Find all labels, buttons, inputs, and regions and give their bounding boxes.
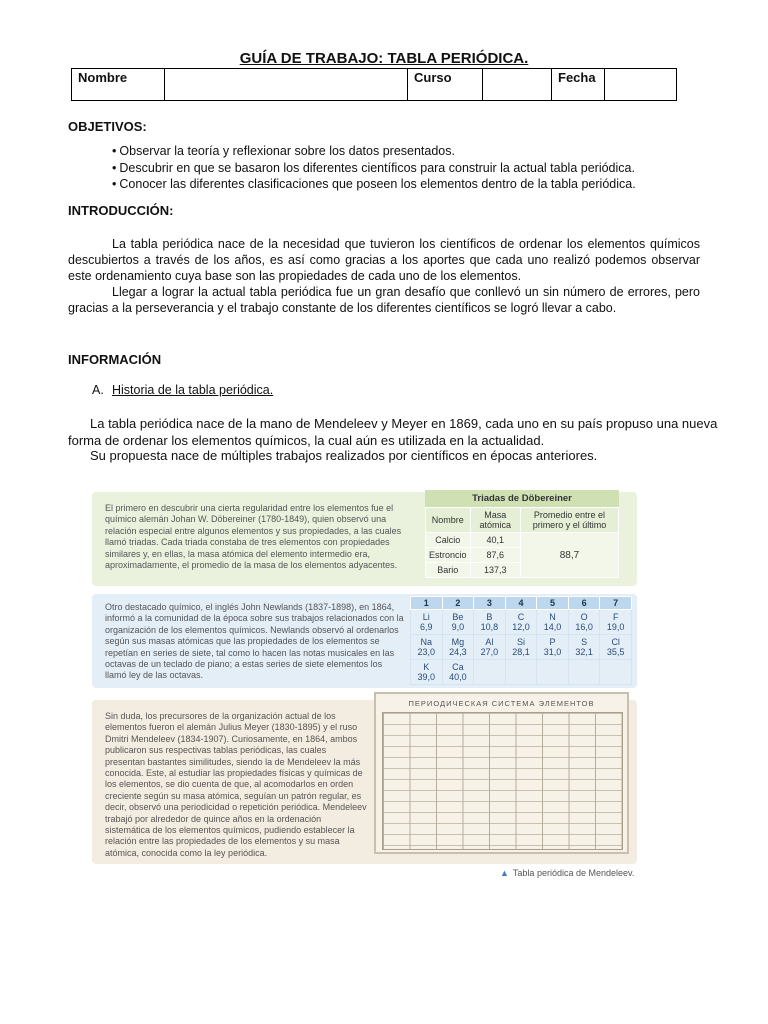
objetivos-heading: OBJETIVOS: (68, 119, 147, 134)
table-row: Li 6,9 Be 9,0 B 10,8 C 12,0 N 14,0 O 16,0 F 19,0 (411, 610, 632, 635)
newlands-text: Otro destacado químico, el inglés John Newlands (1837-1898), en 1864, informó a la comunidad de la época sobre sus trabajos relacionados con la organización de los elementos químicos. Newlands observó al ordenarlos según sus masas atómicas que las propiedades de los elementos se repetían en series de siete, tal como lo hacen las notas musicales en las octavas de un teclado de piano; a estas series de siete elementos los llamó ley de las octavas. (105, 602, 404, 681)
table-header: Nombre (426, 508, 471, 533)
dobereiner-table-caption: Triadas de Döbereiner (425, 490, 619, 507)
mendeleev-table-header: ПЕРИОДИЧЕСКАЯ СИСТЕМА ЭЛЕМЕНТОВ (408, 699, 595, 708)
list-item: • Descubrir en que se basaron los diferentes científicos para construir la actual tabla periódica. (112, 160, 636, 177)
table-row: K 39,0 Ca 40,0 (411, 660, 632, 685)
informacion-heading: INFORMACIÓN (68, 352, 162, 367)
fecha-label: Fecha (552, 69, 605, 101)
intro-paragraph-1: La tabla periódica nace de la necesidad que tuvieron los científicos de ordenar los elementos químicos descubiertos a través de los años, es así como gracias a los aportes que cada uno realizó podemos observar este ordenamiento cuya base son las propiedades de cada uno de los elementos. (68, 237, 700, 283)
objetivos-list (112, 143, 636, 193)
triangle-icon: ▲ (500, 868, 509, 878)
sub-title: Historia de la tabla periódica. (112, 383, 274, 397)
dobereiner-text: El primero en descubrir una cierta regularidad entre los elementos fue el químico alemán Johan W. Döbereiner (1780-1849), quien observó una relación especial entre algunos elementos y sus propiedades, a las cuales llamó triadas. Cada triada constaba de tres elementos con propiedades similares y, en ellas, la masa atómica del elemento intermedio era, aproximadamente, el promedio de la masa de los elementos adyacentes. (105, 503, 402, 571)
average-value: 88,7 (520, 533, 618, 578)
table-row: Estroncio 87,6 (426, 548, 619, 563)
sub-letter: A. (92, 383, 104, 397)
dobereiner-table (425, 490, 619, 578)
table-row: Calcio 40,1 88,7 (426, 533, 619, 548)
mendeleev-text: Sin duda, los precursores de la organización actual de los elementos fueron el alemán Julius Meyer (1830-1895) y el ruso Dmitri Mendeleev (1834-1907). Curiosamente, en 1864, ambos publicaron sus respectivas tablas periódicas, las cuales presentan bastantes similitudes, siendo la de Mendeleev la más conocida. Este, al estudiar las propiedades físicas y químicas de los elementos, se dio cuenta de que, al acomodarlos en orden creciente según su masa atómica, seguían un patrón regular, es decir, observó una periodicidad o repetición periódica. Mendeleev trabajó por alrededor de quince años en la ordenación sistemática de los elementos químicos, pudiendo establecer la relación entre las propiedades de los elementos y su masa atómica, conocida como la ley periódica. (105, 711, 367, 858)
page-title: GUÍA DE TRABAJO: TABLA PERIÓDICA. (239, 50, 529, 67)
table-row: Na 23,0 Mg 24,3 Al 27,0 Si 28,1 P 31,0 S 32,1 Cl 35,5 (411, 635, 632, 660)
mendeleev-table-image (374, 692, 629, 854)
introduccion-heading: INTRODUCCIÓN: (68, 203, 174, 218)
curso-label: Curso (408, 69, 483, 101)
info-paragraph-2: Su propuesta nace de múltiples trabajos realizados por científicos en épocas anteriores. (90, 448, 598, 463)
intro-paragraph-2: Llegar a lograr la actual tabla periódica fue un gran desafío que conllevó un sin número de errores, pero gracias a la perseverancia y el trabajo constante de los diferentes científicos se logró llevar a cabo. (68, 285, 700, 315)
newlands-table: 1 2 3 4 5 6 7 Li 6,9 Be 9,0 B 10,8 C 12,0 N 14,0 O 16,0 F 19,0 Na 23,0 Mg 24,3 Al 27,0 Si 28,1 P 31,0 S 32,1 Cl 35,5 K 39,0 Ca 40,0 (410, 596, 632, 685)
list-item: • Conocer las diferentes clasificaciones que poseen los elementos dentro de la tabla periódica. (112, 176, 636, 193)
curso-field[interactable] (483, 69, 552, 101)
info-paragraph-1: La tabla periódica nace de la mano de Mendeleev y Meyer en 1869, cada uno en su país propuso una nueva forma de ordenar los elementos químicos, la cual aún es utilizada en la actualidad. (68, 416, 718, 448)
table-row: Bario 137,3 (426, 563, 619, 578)
image-caption: ▲ Tabla periódica de Mendeleev. (500, 868, 635, 878)
fecha-field[interactable] (605, 69, 677, 101)
table-header: Promedio entre el primero y el último (520, 508, 618, 533)
nombre-field[interactable] (165, 69, 408, 101)
info-subheading (92, 383, 273, 397)
table-header: Masa atómica (470, 508, 520, 533)
mendeleev-grid (382, 712, 623, 850)
list-item: • Observar la teoría y reflexionar sobre los datos presentados. (112, 143, 636, 160)
student-info-table (71, 68, 677, 101)
nombre-label: Nombre (72, 69, 165, 101)
